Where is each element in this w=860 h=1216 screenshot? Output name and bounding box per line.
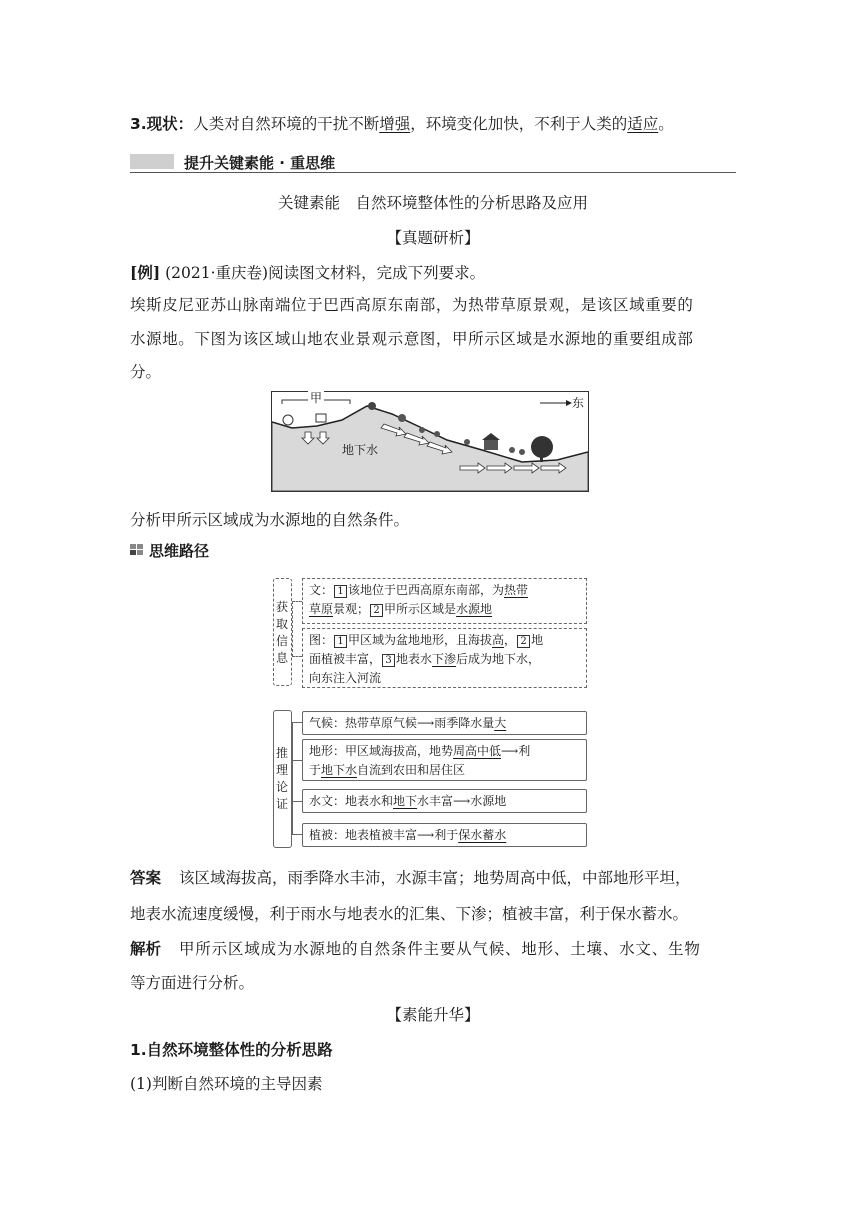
thinking-title: 思维路径 xyxy=(149,542,210,560)
answer-line-2: 地表水流速度缓慢，利于雨水与地表水的汇集、下渗；植被丰富，利于保水蓄水。 xyxy=(130,905,689,923)
key-title: 关键素能 自然环境整体性的分析思路及应用 xyxy=(277,194,588,212)
reason-climate-box: 气候：热带草原气候⟶雨季降水量大 xyxy=(302,711,587,735)
reason-terrain-box: 地形：甲区域海拔高，地势周高中低⟶利 于地下水自流到农田和居住区 xyxy=(302,739,587,781)
reason-connector-mid1 xyxy=(292,760,302,761)
analysis-line-2: 等方面进行分析。 xyxy=(130,974,255,992)
analysis-line-1: 解析 甲所示区域成为水源地的自然条件主要从气候、地形、土壤、水文、生物 xyxy=(130,940,701,958)
exam-title: 【真题研析】 xyxy=(386,229,480,247)
acquire-label-4: 息 xyxy=(275,651,288,665)
acquire-label-1: 获 xyxy=(275,600,288,614)
reason-label-2: 理 xyxy=(275,763,288,777)
example-para-3: 分。 xyxy=(130,363,162,381)
analysis-label: 解析 xyxy=(130,940,162,958)
reason-hydro-box: 水文：地表水和地下水丰富⟶水源地 xyxy=(302,789,587,813)
status-text-mid: ，环境变化加快，不利于人类的 xyxy=(410,115,628,133)
example-tag: [例] xyxy=(130,263,161,282)
example-para-1: 埃斯皮尼亚苏山脉南端位于巴西高原东南部，为热带草原景观，是该区域重要的 xyxy=(130,296,694,314)
reason-label-4: 证 xyxy=(275,797,288,811)
acquire-label-2: 取 xyxy=(275,617,288,631)
label-east: 东 xyxy=(572,396,585,410)
reason-veg-box: 植被：地表植被丰富⟶利于保水蓄水 xyxy=(302,823,587,847)
status-underline-1: 增强 xyxy=(379,115,411,133)
acquire-connector xyxy=(292,601,302,657)
landscape-illustration xyxy=(272,392,588,491)
question-text: 分析甲所示区域成为水源地的自然条件。 xyxy=(130,511,410,529)
acquire-figure-box: 图： 1 甲区域为盆地地形，且海拔高， 2 地 面植被丰富， 3 地表水下渗后成为地下水， 向东注入河流 xyxy=(302,628,587,688)
acquire-text-box: 文： 1 该地位于巴西高原东南部，为热带 草原景观； 2 甲所示区域是水源地 xyxy=(302,578,587,624)
subheading-1: 1.自然环境整体性的分析思路 xyxy=(130,1041,333,1059)
upgrade-title: 【素能升华】 xyxy=(386,1006,480,1024)
status-text-end: 。 xyxy=(658,115,674,133)
example-line xyxy=(130,261,485,283)
example-para-2: 水源地。下图为该区域山地农业景观示意图，甲所示区域是水源地的重要组成部 xyxy=(130,330,694,348)
acquire-label-3: 信 xyxy=(275,634,288,648)
reason-connector-mid2 xyxy=(292,801,302,802)
section-header-marker xyxy=(130,154,174,169)
status-line xyxy=(130,112,674,134)
example-source: (2021·重庆卷)阅读图文材料，完成下列要求。 xyxy=(160,264,486,282)
status-underline-2: 适应 xyxy=(627,115,659,133)
section-header: 提升关键素能 · 重思维 xyxy=(184,154,336,172)
status-label: 3.现状： xyxy=(130,115,194,133)
reason-label-3: 论 xyxy=(275,780,288,794)
answer-line-1: 答案 该区域海拔高，雨季降水丰沛，水源丰富；地势周高中低，中部地形平坦， xyxy=(130,869,691,887)
landscape-figure xyxy=(271,391,589,492)
subheading-1-1: (1)判断自然环境的主导因素 xyxy=(130,1075,323,1093)
status-text-pre: 人类对自然环境的干扰不断 xyxy=(193,115,380,133)
label-groundwater: 地下水 xyxy=(342,443,379,457)
reason-connector xyxy=(292,722,302,835)
answer-label: 答案 xyxy=(130,869,162,887)
label-jia: 甲 xyxy=(310,391,323,405)
reason-label-1: 推 xyxy=(275,746,288,760)
thinking-icon xyxy=(130,544,144,556)
